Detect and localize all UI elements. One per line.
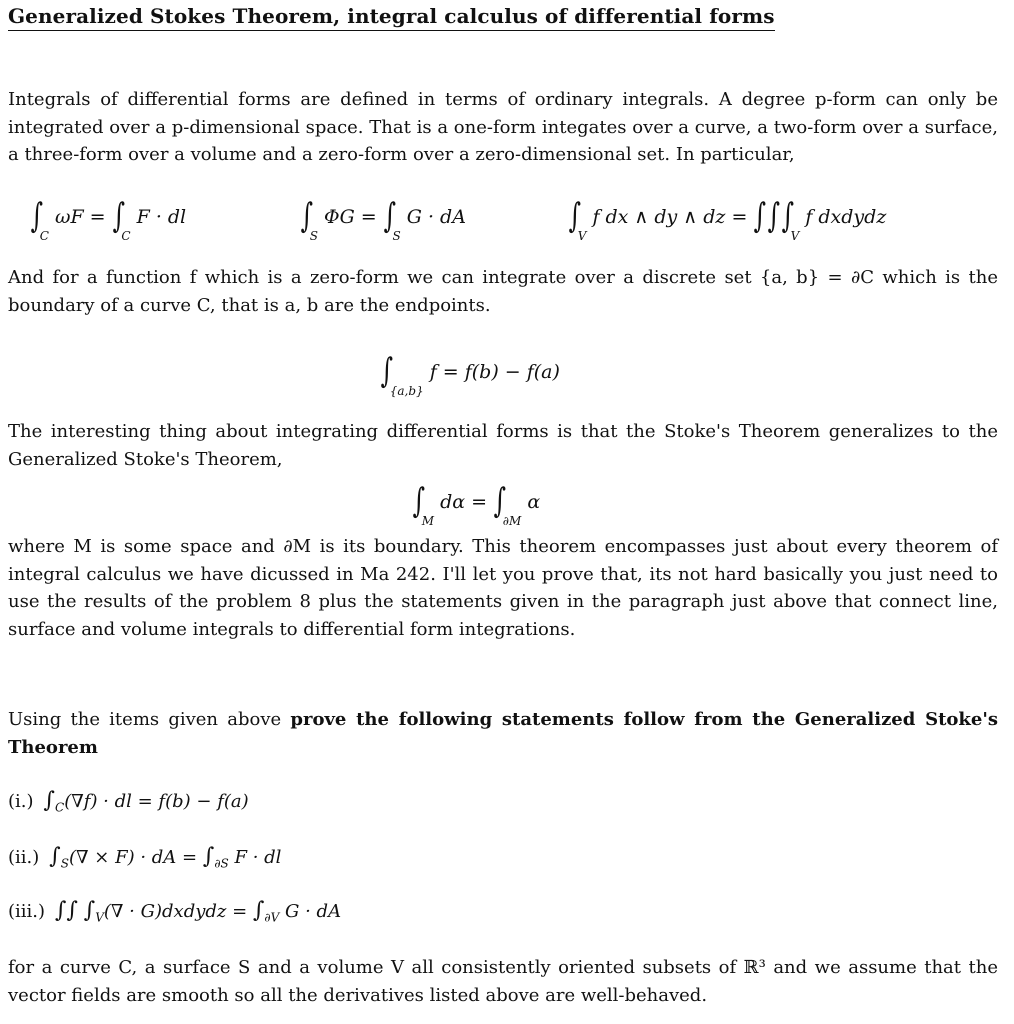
integral-limit: V (95, 910, 104, 925)
document-title: Generalized Stokes Theorem, integral calculus of differential forms (8, 4, 775, 31)
equation-lhs: ΦG = (324, 206, 377, 228)
statement-body: (∇ · G)dxdydz = (103, 901, 248, 922)
equation-endpoints (380, 347, 560, 398)
integral-limit: {a,b} (389, 383, 424, 398)
equation-rhs: α (527, 491, 541, 513)
generalization-paragraph: The interesting thing about integrating differential forms is that the Stoke's Theorem generalizes to the Generalized Stoke's Theorem, (8, 421, 998, 470)
explanation-paragraph: where M is some space and ∂M is its boundary. This theorem encompasses just about every theorem of integral calculus we have dicussed in Ma 242. I'll let you prove that, its not hard basically you just need to use the results of the problem 8 plus the statements given in the paragraph just above that connect line, surface and volume integrals to differential form integrations. (8, 536, 998, 640)
integral-sign: ∫ (300, 196, 314, 236)
integral-limit: S (60, 856, 69, 871)
equation-lhs: dα = (440, 491, 488, 513)
integral-limit: V (577, 228, 587, 243)
statement-item (8, 788, 249, 815)
statement-label: (ii.) (8, 847, 40, 868)
equation-surface-integral (300, 192, 466, 243)
integral-sign: ∫ (767, 196, 781, 236)
statement-label: (i.) (8, 791, 34, 812)
equation-rhs: f dxdydz (805, 206, 887, 228)
statement-item (8, 898, 341, 925)
task-intro-text: Using the items given above (8, 709, 282, 730)
integral-sign: ∫ (781, 196, 794, 236)
statement-item (8, 844, 281, 871)
statement-body: (∇f) · dl = f(b) − f(a) (64, 791, 249, 812)
integral-limit: ∂V (264, 910, 280, 925)
integral-limit: S (309, 228, 318, 243)
statement-body: F · dl (234, 847, 282, 868)
integral-sign: ∫ (43, 788, 55, 813)
integral-limit: M (421, 513, 435, 528)
task-paragraph (8, 706, 998, 761)
statement-body: G · dA (285, 901, 342, 922)
integral-limit: ∂S (214, 856, 229, 871)
integral-sign: ∫∫ (55, 898, 78, 923)
statement-label: (iii.) (8, 901, 46, 922)
integral-limit: S (392, 228, 401, 243)
equation-rhs: G · dA (406, 206, 466, 228)
integral-sign: ∫ (493, 481, 507, 521)
integral-limit: V (790, 228, 800, 243)
equation-lhs: ωF = (54, 206, 106, 228)
statement-body: (∇ × F) · dA = (68, 847, 198, 868)
equation-volume-integral (568, 192, 887, 243)
integral-limit: C (39, 228, 49, 243)
integral-limit: C (55, 800, 65, 815)
integral-sign: ∫ (30, 196, 44, 236)
equation-lhs: f dx ∧ dy ∧ dz = (592, 206, 748, 228)
closing-paragraph: for a curve C, a surface S and a volume V all consistently oriented subsets of ℝ³ and we assume that the vector fields are smooth so all the derivatives listed above are well-behaved. (8, 957, 998, 1006)
integral-sign: ∫ (202, 844, 215, 869)
integral-sign: ∫ (412, 481, 426, 521)
integral-limit: C (121, 228, 131, 243)
intro-paragraph: Integrals of differential forms are defined in terms of ordinary integrals. A degree p-form can only be integrated over a p-dimensional space. That is a one-form integates over a curve, a two-form over a surface, a three-form over a volume and a zero-form over a zero-dimensional set. In particular, (8, 89, 998, 165)
integral-sign: ∫ (83, 898, 96, 923)
zero-form-paragraph: And for a function f which is a zero-form we can integrate over a discrete set {a, b} = ∂C which is the boundary of a curve C, that is a, b are the endpoints. (8, 267, 998, 316)
integral-sign: ∫ (252, 898, 265, 923)
integral-sign: ∫ (568, 196, 582, 236)
integral-sign: ∫ (380, 351, 394, 391)
equation-rhs: F · dl (136, 206, 187, 228)
equation-body: f = f(b) − f(a) (429, 361, 560, 383)
equation-line-integral (30, 192, 187, 243)
integral-sign: ∫ (112, 196, 125, 236)
integral-sign: ∫ (754, 196, 767, 236)
integral-sign: ∫ (383, 196, 396, 236)
integral-sign: ∫ (49, 844, 61, 869)
task-bold-text: prove the following statements follow from the Generalized Stoke's Theorem (8, 709, 998, 758)
equation-generalized-stokes (412, 477, 541, 528)
integral-limit: ∂M (502, 513, 522, 528)
